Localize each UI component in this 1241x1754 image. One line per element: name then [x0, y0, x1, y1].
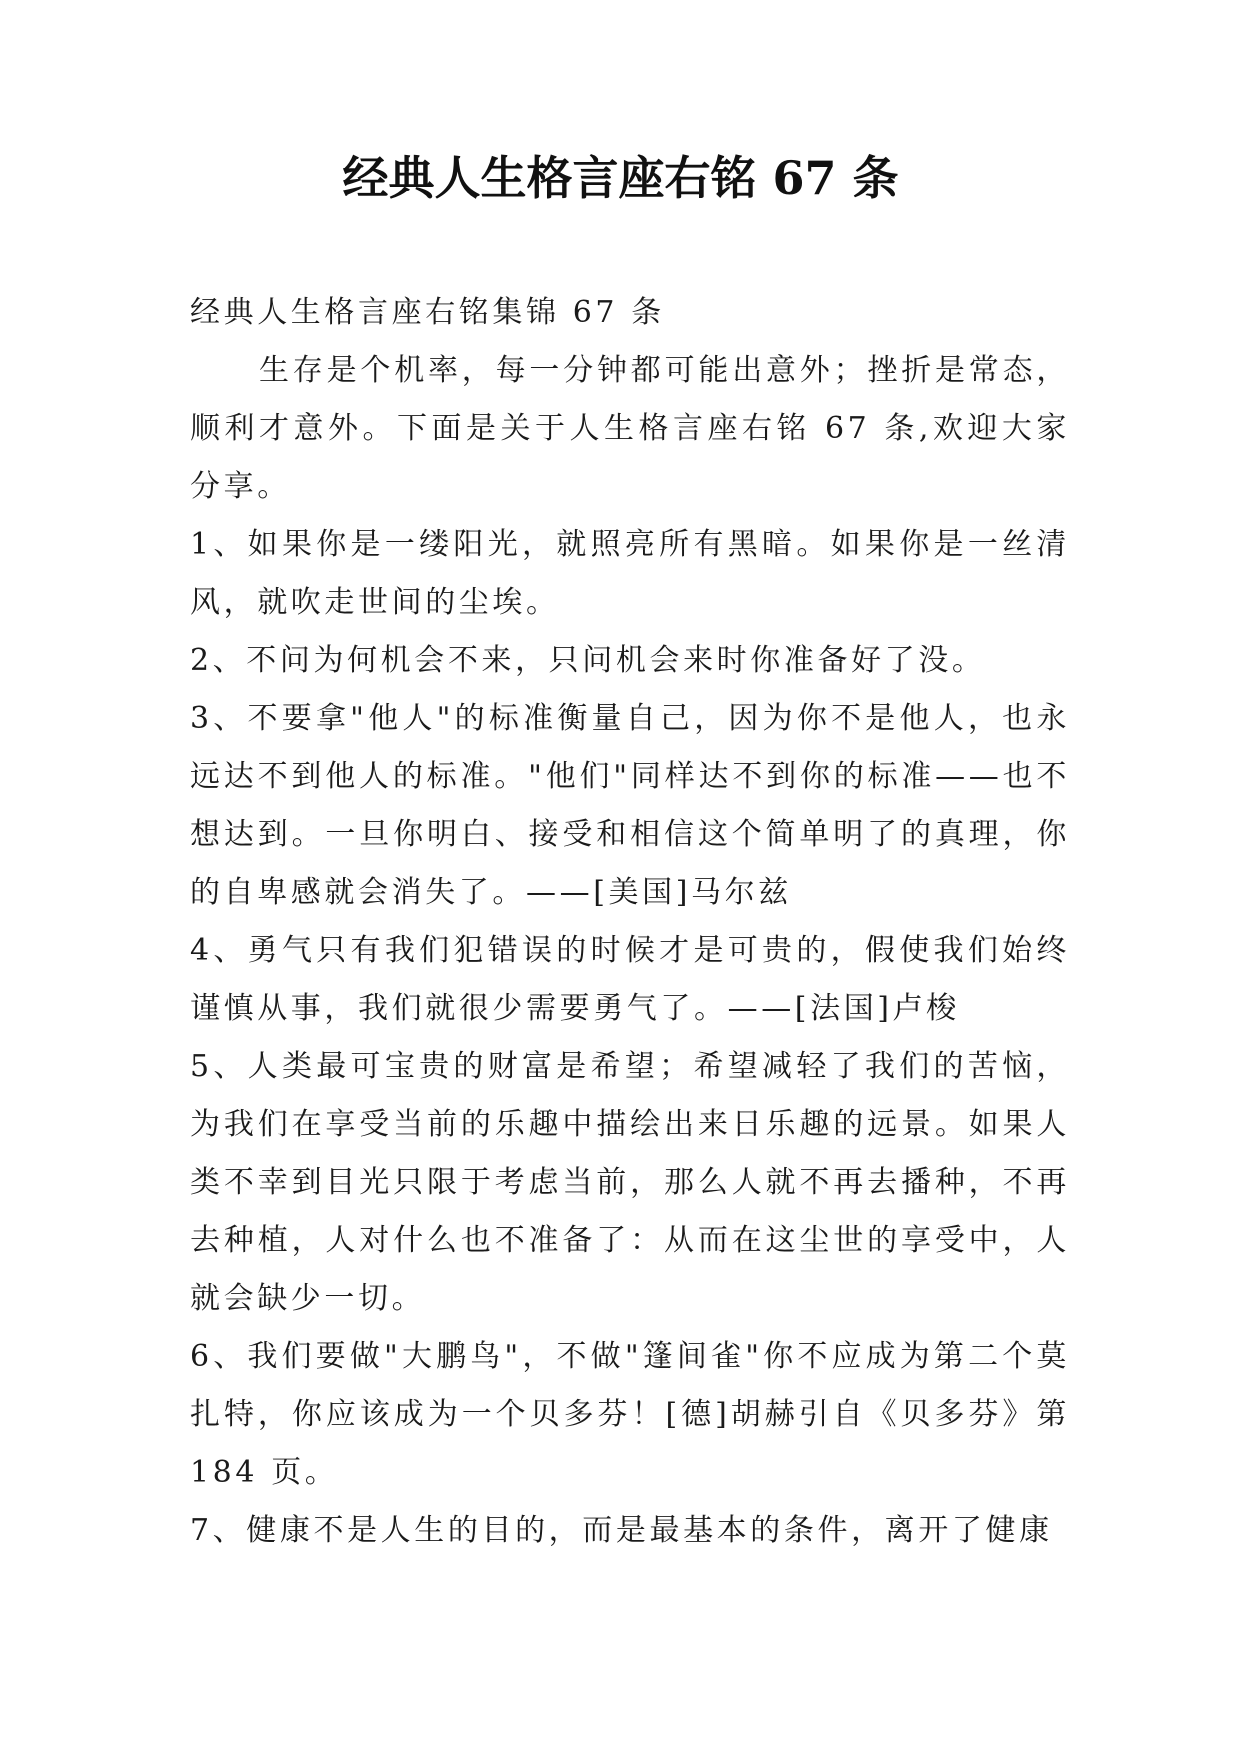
document-title: 经典人生格言座右铭 67 条: [342, 151, 899, 205]
document-subtitle: 经典人生格言座右铭集锦 67 条: [190, 295, 665, 330]
quote-item-7: 7、健康不是人生的目的，而是最基本的条件，离开了健康: [190, 1513, 1053, 1548]
intro-paragraph: 生存是个机率，每一分钟都可能出意外；挫折是常态，顺利才意外。下面是关于人生格言座右铭 67 条,欢迎大家分享。: [190, 353, 1070, 504]
quote-item-5: 5、人类最可宝贵的财富是希望；希望减轻了我们的苦恼，为我们在享受当前的乐趣中描绘出来日乐趣的远景。如果人类不幸到目光只限于考虑当前，那么人就不再去播种，不再去种植，人对什么也不准备了：从而在这尘世的享受中，人就会缺少一切。: [190, 1049, 1070, 1316]
quote-item-3: 3、不要拿"他人"的标准衡量自己，因为你不是他人，也永远达不到他人的标准。"他们"同样达不到你的标准——也不想达到。一旦你明白、接受和相信这个简单明了的真理，你的自卑感就会消失了。——[美国]马尔兹: [190, 701, 1070, 910]
document-body: [190, 284, 1070, 1560]
quote-item-4: 4、勇气只有我们犯错误的时候才是可贵的，假使我们始终谨慎从事，我们就很少需要勇气了。——[法国]卢梭: [190, 933, 1070, 1026]
quote-item-1: 1、如果你是一缕阳光，就照亮所有黑暗。如果你是一丝清风，就吹走世间的尘埃。: [190, 527, 1070, 620]
quote-item-6: 6、我们要做"大鹏鸟"，不做"篷间雀"你不应成为第二个莫扎特，你应该成为一个贝多芬！[德]胡赫引自《贝多芬》第 184 页。: [190, 1339, 1070, 1490]
quote-item-2: 2、不问为何机会不来，只问机会来时你准备好了没。: [190, 643, 986, 678]
